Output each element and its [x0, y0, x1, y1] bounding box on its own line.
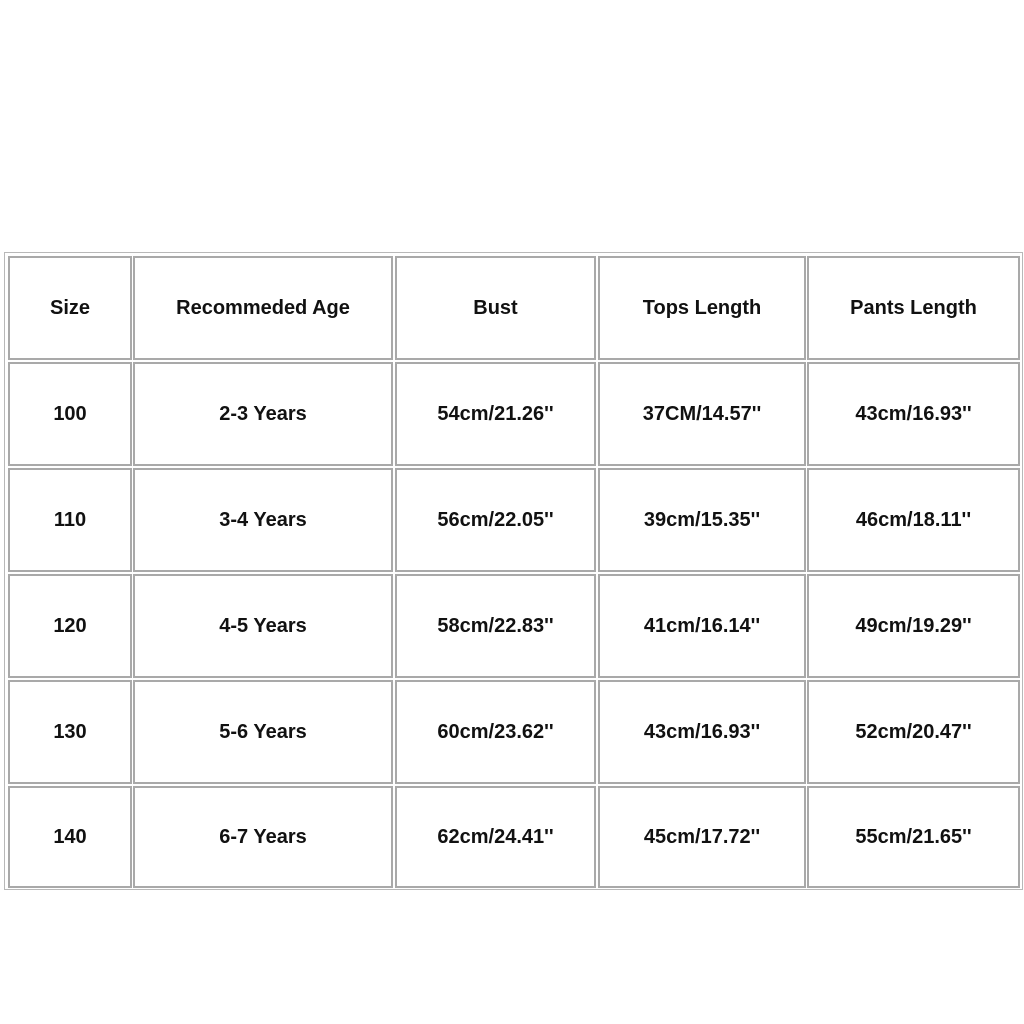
- table-cell-pants-length: 52cm/20.47'': [807, 680, 1020, 784]
- table-cell-bust: 60cm/23.62'': [395, 680, 596, 784]
- table-cell-pants-length: 55cm/21.65'': [807, 786, 1020, 888]
- header-cell-size: Size: [8, 256, 132, 360]
- table-cell-tops-length: 45cm/17.72'': [598, 786, 806, 888]
- table-cell-tops-length: 39cm/15.35'': [598, 468, 806, 572]
- table-cell-age: 6-7 Years: [133, 786, 393, 888]
- table-cell-age: 3-4 Years: [133, 468, 393, 572]
- header-cell-recommended-age: Recommeded Age: [133, 256, 393, 360]
- header-cell-bust: Bust: [395, 256, 596, 360]
- table-cell-size: 110: [8, 468, 132, 572]
- table-cell-size: 140: [8, 786, 132, 888]
- table-cell-bust: 54cm/21.26'': [395, 362, 596, 466]
- table-cell-pants-length: 43cm/16.93'': [807, 362, 1020, 466]
- table-cell-tops-length: 37CM/14.57'': [598, 362, 806, 466]
- table-cell-bust: 56cm/22.05'': [395, 468, 596, 572]
- table-cell-age: 2-3 Years: [133, 362, 393, 466]
- table-cell-size: 130: [8, 680, 132, 784]
- table-cell-pants-length: 46cm/18.11'': [807, 468, 1020, 572]
- table-cell-bust: 58cm/22.83'': [395, 574, 596, 678]
- table-cell-age: 4-5 Years: [133, 574, 393, 678]
- header-cell-tops-length: Tops Length: [598, 256, 806, 360]
- size-chart-table: [4, 252, 1023, 890]
- table-cell-age: 5-6 Years: [133, 680, 393, 784]
- header-cell-pants-length: Pants Length: [807, 256, 1020, 360]
- table-cell-bust: 62cm/24.41'': [395, 786, 596, 888]
- table-cell-size: 100: [8, 362, 132, 466]
- table-cell-pants-length: 49cm/19.29'': [807, 574, 1020, 678]
- table-cell-tops-length: 43cm/16.93'': [598, 680, 806, 784]
- table-cell-size: 120: [8, 574, 132, 678]
- table-cell-tops-length: 41cm/16.14'': [598, 574, 806, 678]
